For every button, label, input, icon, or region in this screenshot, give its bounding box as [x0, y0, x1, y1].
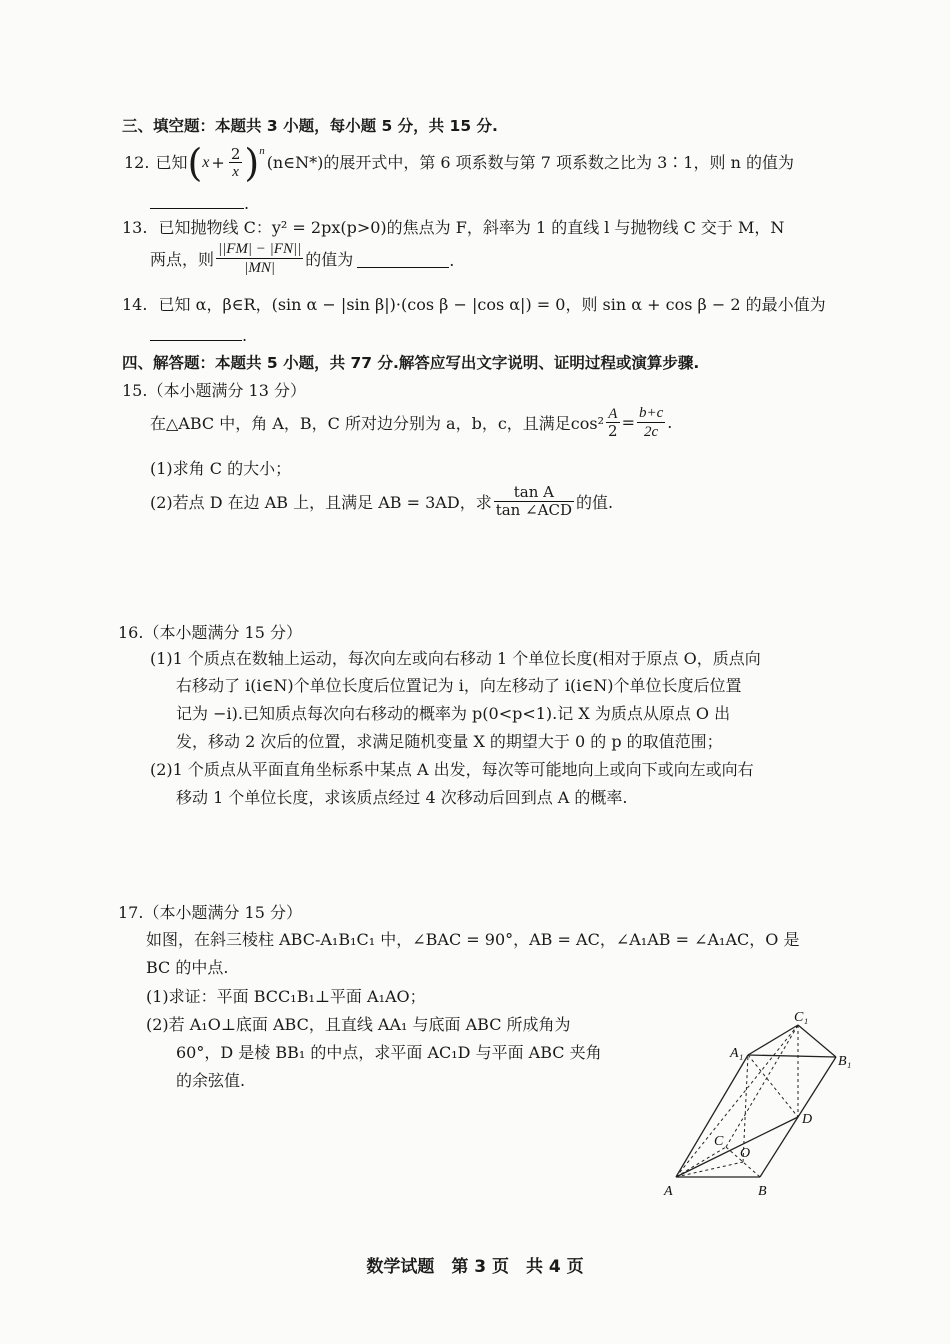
edge-AC — [676, 1147, 726, 1177]
question-number: 12. — [124, 153, 150, 172]
question-15-part1: (1)求角 C 的大小； — [150, 459, 292, 478]
edge-A1C1 — [748, 1025, 798, 1055]
answer-blank-14: . — [150, 326, 247, 345]
question-17-part2-line3: 的余弦值. — [176, 1071, 246, 1090]
question-17-stem-line2: BC 的中点. — [146, 958, 229, 977]
question-17-part2-line1: (2)若 A₁O⊥底面 ABC，且直线 AA₁ 与底面 ABC 所成角为 — [146, 1015, 571, 1034]
answer-blank-12: . — [150, 194, 249, 213]
label-B1: B₁ — [838, 1054, 852, 1069]
question-15-part2: (2)若点 D 在边 AB 上，且满足 AB = 3AD，求 $\frac{\text{tan A}}{\text{tan ∠ACD}}$ 的值. — [150, 483, 614, 519]
label-A1: A₁ — [730, 1046, 744, 1061]
segment-AO — [676, 1162, 743, 1177]
edge-CC1 — [726, 1025, 798, 1147]
question-13-line1: 13. 已知抛物线 C：y² = 2px(p>0)的焦点为 F，斜率为 1 的直线 l 与抛物线 C 交于 M，N — [122, 218, 785, 237]
section-4-title: 四、解答题：本题共 5 小题，共 77 分.解答应写出文字说明、证明过程或演算步骤. — [122, 354, 700, 372]
question-17-part1: (1)求证：平面 BCC₁B₁⊥平面 A₁AO； — [146, 987, 426, 1006]
label-C: C — [714, 1134, 724, 1149]
question-16-part1-line4: 发，移动 2 次后的位置，求满足随机变量 X 的期望大于 0 的 p 的取值范围； — [176, 732, 723, 751]
label-D: D — [802, 1112, 813, 1127]
question-15-stem: 在△ABC 中，角 A，B，C 所对边分别为 a，b，c，且满足cos² $\frac{A}{2}$ = $\frac{b+c}{2c}$ . — [150, 405, 673, 440]
prism-figure — [660, 1005, 860, 1205]
edge-C1B1 — [798, 1025, 836, 1057]
segment-A1D — [748, 1055, 798, 1117]
question-12: 12. 已知 ( x + $\frac{2}{x}$ ) $^n$ (n∈N*) 的展开式中，第 6 项系数与第 7 项系数之比为 3∶1，则 n 的值为 — [124, 141, 794, 185]
question-16-part1-line2: 右移动了 i(i∈N)个单位长度后位置记为 i，向左移动了 i(i∈N)个单位长度后位置 — [176, 676, 742, 695]
answer-blank-13 — [357, 266, 449, 268]
question-16-part1-line1: (1)1 个质点在数轴上运动，每次向左或向右移动 1 个单位长度(相对于原点 O，质点向 — [150, 649, 761, 668]
fraction: $\frac{||FM| - |FN||}{|MN|}$ — [218, 241, 302, 276]
question-16-header: 16.（本小题满分 15 分） — [118, 623, 302, 642]
question-15-header: 15.（本小题满分 13 分） — [122, 381, 306, 400]
question-16-part2-line1: (2)1 个质点从平面直角坐标系中某点 A 出发，每次等可能地向上或向下或向左或向右 — [150, 760, 754, 779]
edge-A1B1 — [748, 1055, 836, 1057]
label-A: A — [664, 1184, 673, 1199]
label-B: B — [758, 1184, 767, 1199]
fraction: $\frac{2}{x}$ — [230, 144, 241, 180]
question-17-part2-line2: 60°，D 是棱 BB₁ 的中点，求平面 AC₁D 与平面 ABC 夹角 — [176, 1043, 602, 1062]
label-C1: C₁ — [794, 1010, 809, 1025]
question-16-part1-line3: 记为 −i).已知质点每次向右移动的概率为 p(0<p<1).记 X 为质点从原点 O 出 — [176, 704, 731, 723]
question-13-line2: 两点，则 $\frac{||FM| - |FN||}{|MN|}$ 的值为 . — [150, 241, 455, 276]
question-17-header: 17.（本小题满分 15 分） — [118, 903, 302, 922]
question-17-stem-line1: 如图，在斜三棱柱 ABC-A₁B₁C₁ 中，∠BAC = 90°，AB = AC，∠A₁AB = ∠A₁AC，O 是 — [146, 930, 800, 949]
section-3-title: 三、填空题：本题共 3 小题，每小题 5 分，共 15 分. — [122, 117, 498, 135]
label-O: O — [740, 1146, 751, 1161]
question-14-line1: 14. 已知 α，β∈R，(sin α − |sin β|)·(cos β − |cos α|) = 0，则 sin α + cos β − 2 的最小值为 — [122, 295, 826, 314]
page-footer: 数学试题 第 3 页 共 4 页 — [366, 1257, 584, 1277]
question-16-part2-line2: 移动 1 个单位长度，求该质点经过 4 次移动后回到点 A 的概率. — [176, 788, 628, 807]
